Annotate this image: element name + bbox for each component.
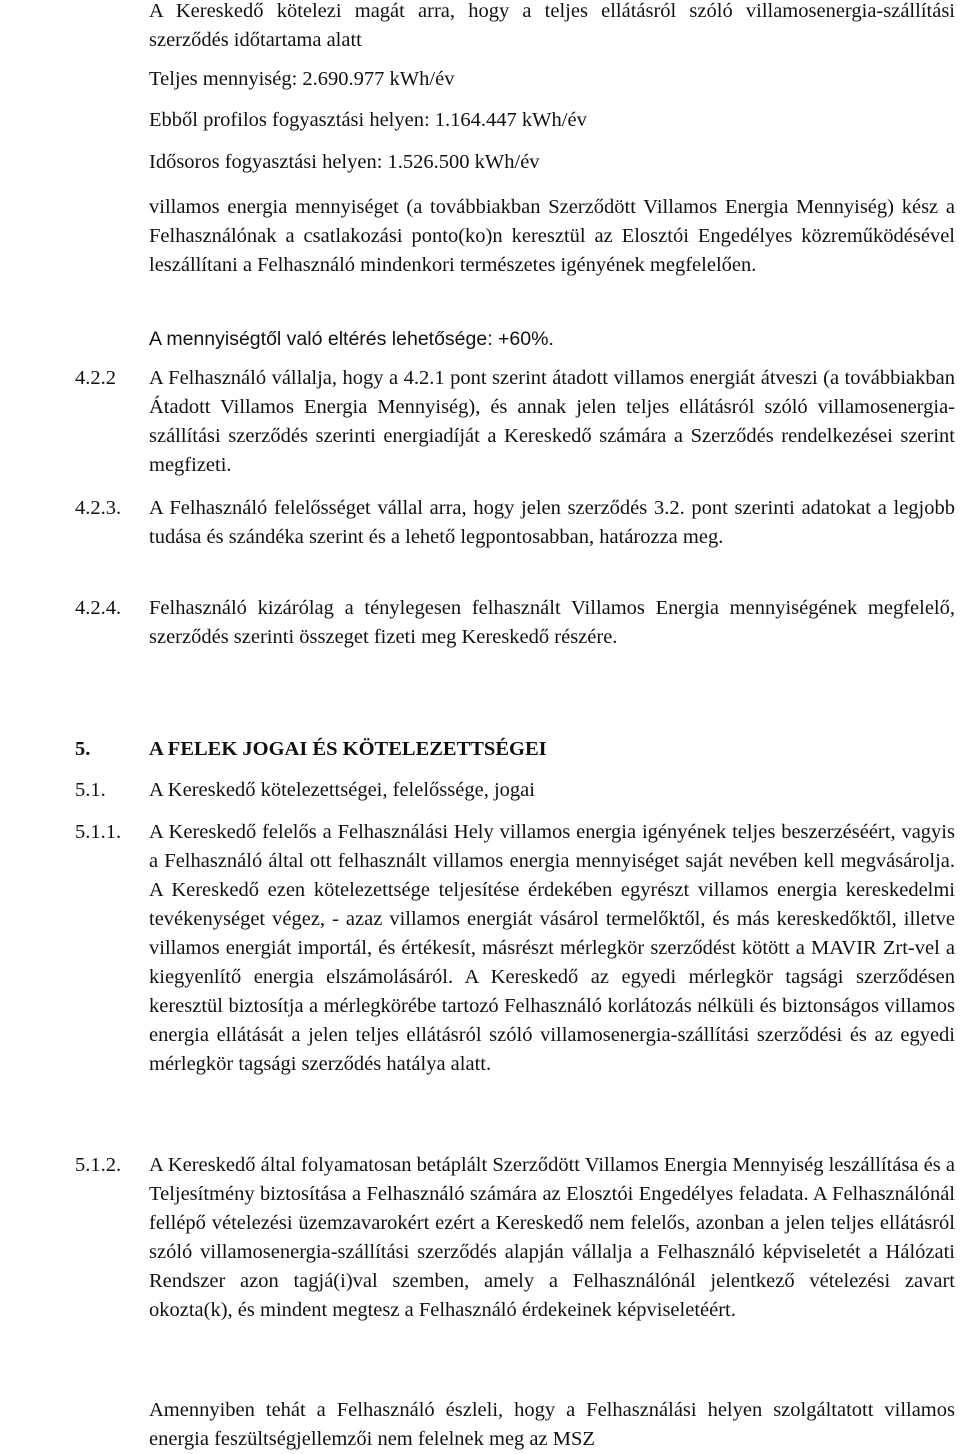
clause-number: 4.2.2 — [75, 367, 116, 389]
clause-text: A Kereskedő felelős a Felhasználási Hely villamos energia igényének teljes beszerzéséért, vagyis a Felhasználó által ott felhasznált villamos energia mennyiséget saját nevében kell megvásárolja. A Kereskedő ezen kötelezettsége teljesítése érdekében egyrészt villamos energia kereskedelmi tevékenységet végez, - azaz villamos energiát vásárol termelőktől, és más kereskedőktől, illetve villamos energiát importál, és értékesít, másrészt mérlegkör szerződést kötött a MAVIR Zrt-vel a kiegyenlítő energia elszámolásáról. A Kereskedő az egyedi mérlegkör tagsági szerződésen keresztül biztosítja a mérlegkörébe tartozó Felhasználó korlátozás nélküli és biztonságos villamos energia ellátását a jelen teljes ellátásról szóló villamosenergia-szállítási szerződési és az egyedi mérlegkör tagsági szerződés hatálya alatt. — [149, 821, 955, 1075]
deviation-line: A mennyiségtől való eltérés lehetősége: +60%. — [149, 328, 554, 350]
clause-text: A Felhasználó felelősséget vállal arra, hogy jelen szerződés 3.2. pont szerinti adatokat a legjobb tudása és szándéka szerint és a lehető legpontosabban, határozza meg. — [149, 497, 955, 548]
clause-number: 4.2.3. — [75, 497, 122, 519]
profile-quantity-line: Ebből profilos fogyasztási helyen: 1.164.447 kWh/év — [149, 109, 587, 131]
section-number: 5. — [75, 738, 91, 760]
subsection-number: 5.1. — [75, 779, 106, 801]
section-title: A FELEK JOGAI ÉS KÖTELEZETTSÉGEI — [149, 738, 547, 760]
timeseries-quantity-line: Idősoros fogyasztási helyen: 1.526.500 kWh/év — [149, 151, 540, 173]
clause-number: 5.1.2. — [75, 1154, 122, 1176]
total-quantity-line: Teljes mennyiség: 2.690.977 kWh/év — [149, 68, 455, 90]
clause-text: Felhasználó kizárólag a ténylegesen felhasznált Villamos Energia mennyiségének megfelelő, szerződés szerinti összeget fizeti meg Kereskedő részére. — [149, 597, 955, 648]
delivery-paragraph: villamos energia mennyiséget (a továbbiakban Szerződött Villamos Energia Mennyiség) kész a Felhasználónak a csatlakozási ponto(ko)n keresztül az Elosztói Engedélyes közreműködésével leszállítani a Felhasználó mindenkori természetes igényének megfelelően. — [149, 196, 955, 276]
clause-number: 5.1.1. — [75, 821, 122, 843]
obligation-paragraph: A Kereskedő kötelezi magát arra, hogy a teljes ellátásról szóló villamosenergia-szállítási szerződés időtartama alatt — [149, 0, 955, 51]
clause-text: A Kereskedő által folyamatosan betáplált Szerződött Villamos Energia Mennyiség leszállítása és a Teljesítmény biztosítása a Felhasználó számára az Elosztói Engedélyes feladata. A Felhasználónál fellépő vételezési üzemzavarokért ezért a Kereskedő nem felelős, azonban a jelen teljes ellátásról szóló villamosenergia-szállítási szerződés alapján vállalja a Felhasználó képviseletét a Hálózati Rendszer azon tagjá(i)val szemben, amely a Felhasználónál jelentkező vételezési zavart okozta(k), és mindent megtesz a Felhasználó érdekeinek képviseletéért. — [149, 1154, 955, 1321]
subsection-title: A Kereskedő kötelezettségei, felelőssége, jogai — [149, 779, 535, 801]
continuation-paragraph: Amennyiben tehát a Felhasználó észleli, hogy a Felhasználási helyen szolgáltatott villamos energia feszültségjellemzői nem felelnek meg az MSZ — [149, 1399, 955, 1450]
clause-number: 4.2.4. — [75, 597, 122, 619]
clause-text: A Felhasználó vállalja, hogy a 4.2.1 pont szerint átadott villamos energiát átveszi (a továbbiakban Átadott Villamos Energia Mennyiség), és annak jelen teljes ellátásról szóló villamosenergia-szállítási szerződés szerinti energiadíját a Kereskedő számára a Szerződés rendelkezései szerint megfizeti. — [149, 367, 955, 476]
